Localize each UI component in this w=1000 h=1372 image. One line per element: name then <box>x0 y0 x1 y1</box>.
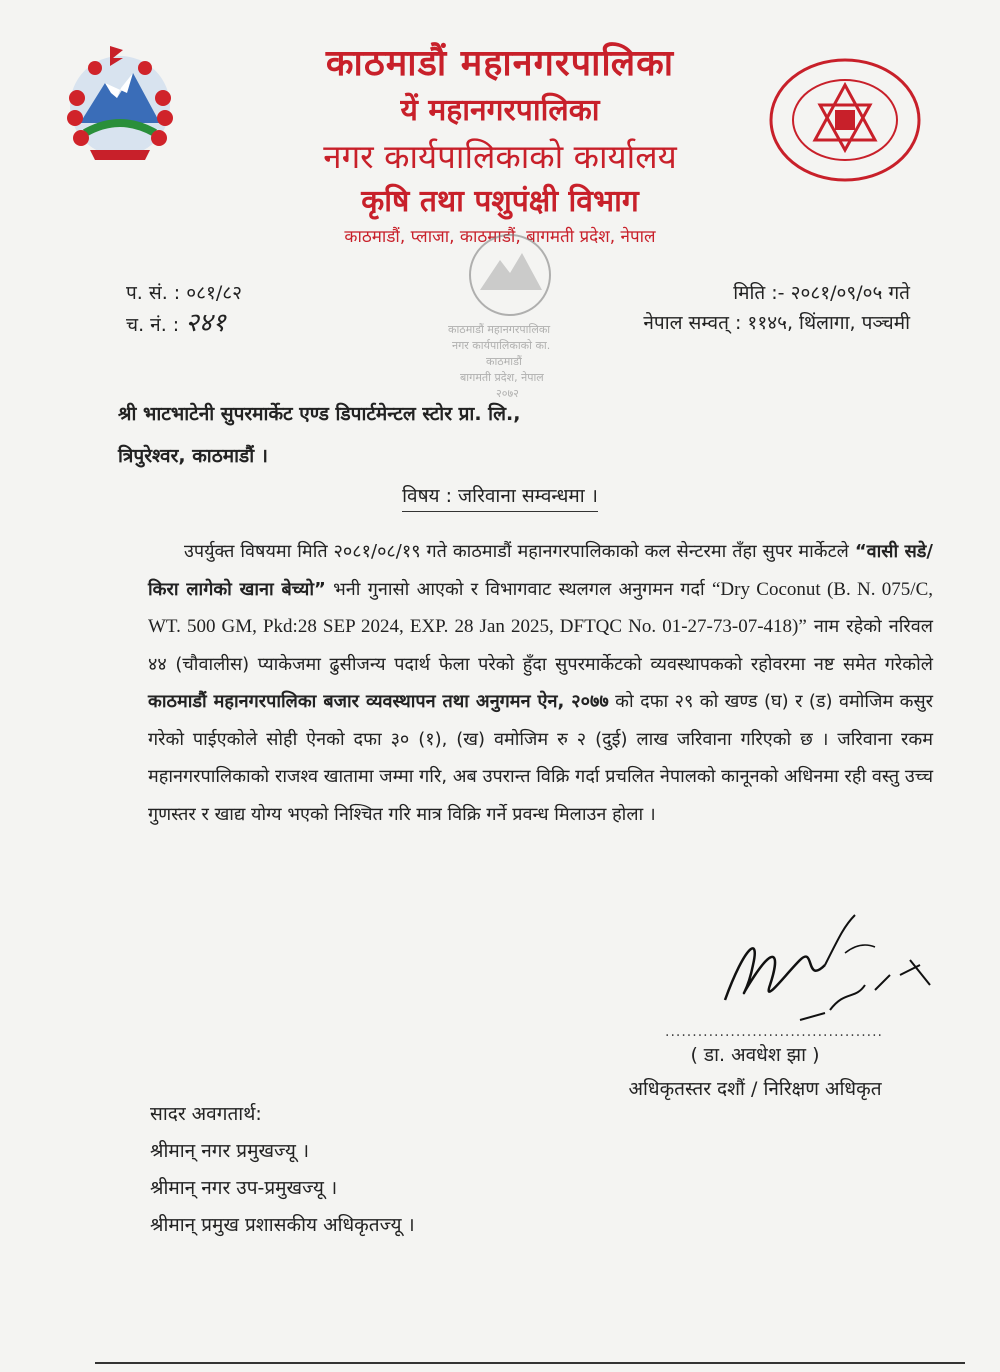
cc-heading: सादर अवगतार्थ: <box>150 1103 262 1125</box>
cc-item: श्रीमान् नगर उप-प्रमुखज्यू । <box>150 1177 338 1199</box>
subject <box>0 482 1000 508</box>
subject-text: विषय : जरिवाना सम्वन्धमा । <box>402 485 598 512</box>
office-title-newari: यें महानगरपालिका <box>400 93 600 128</box>
handwritten-signature <box>705 905 945 1025</box>
body-part-4: को दफा २९ को खण्ड (घ) र (ड) वमोजिम कसुर गरेको पाईएकोले सोही ऐनको दफा ३० (१), (ख) वमोजिम रु २ (दुई) लाख जरिवाना गरिएको छ । जरिवाना रकम महानगरपालिकाको राजश्व खातामा जम्मा गरि, अब उपरान्त विक्रि गर्दा प्रचलित नेपालको कानूनको अधिनमा रही वस्तु उच्च गुणस्तर र खाद्य योग्य भएको निश्चित गरि मात्र विक्रि गर्ने प्रवन्ध मिलाउन होला । <box>148 691 933 825</box>
stamp-year: २०७२ <box>496 387 519 400</box>
chalani-number: २४१ <box>185 308 226 338</box>
stamp-line-1: काठमाडौं महानगरपालिका <box>448 323 551 336</box>
cc-item: श्रीमान् प्रमुख प्रशासकीय अधिकृतज्यू । <box>150 1214 415 1236</box>
signature-line: ........................................ <box>665 1024 884 1040</box>
signer-name: ( डा. अवधेश झा ) <box>690 1044 820 1066</box>
body-part-2: भनी गुनासो आएको र विभागवाट स्थलगल अनुगमन गर्दा <box>325 578 712 600</box>
footer-rule <box>95 1362 965 1364</box>
patra-label: प. सं. : <box>126 282 181 304</box>
date-value: २०८१/०९/०५ गते <box>790 282 910 304</box>
office-name: नगर कार्यपालिकाको कार्यालय <box>323 137 677 176</box>
addressee <box>118 393 520 477</box>
date-block <box>643 278 910 338</box>
office-title: काठमाडौं महानगरपालिका <box>325 43 675 84</box>
signer-designation: अधिकृतस्तर दशौं / निरिक्षण अधिकृत <box>628 1078 882 1100</box>
addressee-location: त्रिपुरेश्वर, काठमाडौं । <box>118 445 268 467</box>
nepal-sambat: नेपाल सम्वत् : ११४५, थिंलागा, पञ्चमी <box>643 312 910 334</box>
cc-list <box>150 1096 415 1244</box>
chalani-label: च. नं. : <box>126 314 180 336</box>
date-label: मिति :- <box>733 282 785 304</box>
department-name: कृषि तथा पशुपंक्षी विभाग <box>361 184 639 219</box>
body-part-1: उपर्युक्त विषयमा मिति २०८१/०८/१९ गते काठमाडौं महानगरपालिकाको कल सेन्टरमा तँहा सुपर मार्केटले <box>184 541 855 562</box>
body-part-3: नाम रहेको नरिवल ४४ (चौवालीस) प्याकेजमा ढुसीजन्य पदार्थ फेला परेको हुँदा सुपरमार्केटको व्यवस्थापकको रहोवरमा नष्ट समेत गरेकोले <box>148 616 933 675</box>
complaint-quote: “वासी सडे/किरा लागेको खाना बेच्यो” <box>148 541 934 600</box>
stamp-line-4: बागमती प्रदेश, नेपाल <box>460 371 544 384</box>
metropolitan-seal-icon <box>765 55 925 185</box>
office-address: काठमाडौं, प्लाजा, काठमाडौं, बागमती प्रदेश, नेपाल <box>344 227 656 247</box>
cc-item: श्रीमान् नगर प्रमुखज्यू । <box>150 1140 310 1162</box>
addressee-name: श्री भाटभाटेनी सुपरमार्केट एण्ड डिपार्टमेन्टल स्टोर प्रा. लि., <box>118 403 521 425</box>
office-stamp-icon <box>430 225 590 405</box>
product-details: “Dry Coconut (B. N. 075/C, WT. 500 GM, Pkd:28 SEP 2024, EXP. 28 Jan 2025, DFTQC No. 01-27-73-07-418)” <box>148 578 933 637</box>
stamp-line-2: नगर कार्यपालिकाको का. <box>452 339 551 352</box>
body-paragraph <box>148 533 933 833</box>
reference-block <box>126 278 242 340</box>
act-name: काठमाडौं महानगरपालिका बजार व्यवस्थापन तथा अनुगमन ऐन, २०७७ <box>148 691 609 712</box>
signer-block <box>585 1038 925 1106</box>
stamp-line-3: काठमाडौं <box>486 355 522 368</box>
patra-number: ०८१/८२ <box>186 282 243 304</box>
letter-body <box>148 533 933 833</box>
